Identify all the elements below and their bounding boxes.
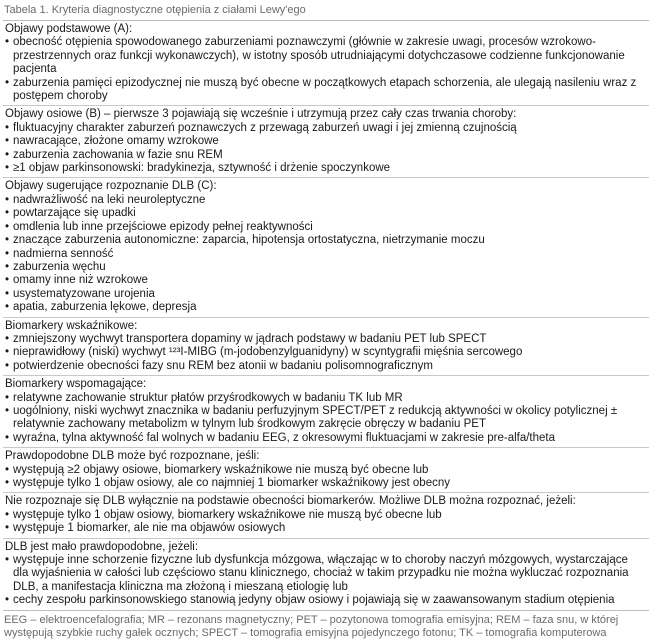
list-item: • zaburzenia zachowania w fazie snu REM [5, 149, 645, 162]
list-item: • znaczące zaburzenia autonomiczne: zaparcia, hipotensja ortostatyczna, nietrzymanie moczu [5, 234, 645, 247]
list-item: • potwierdzenie obecności fazy snu REM bez atonii w badaniu polisomnograficznym [5, 360, 645, 373]
item-list [5, 194, 645, 315]
list-item: • zmniejszony wychwyt transportera dopaminy w jądrach podstawy w badaniu PET lub SPECT [5, 333, 645, 346]
section-title: Biomarkery wspomagające: [5, 378, 147, 391]
section-title: Objawy sugerujące rozpoznanie DLB (C): [5, 180, 217, 193]
list-item: • występują ≥2 objawy osiowe, biomarkery wskaźnikowe nie muszą być obecne lub [5, 464, 645, 477]
section-axial-symptoms [3, 106, 649, 178]
item-list [5, 36, 645, 103]
list-item: • występuje 1 biomarker, ale nie ma objawów osiowych [5, 522, 645, 535]
list-item: • relatywne zachowanie struktur płatów przyśrodkowych w badaniu TK lub MR [5, 392, 645, 405]
abbreviations-footnote: EEG – elektroencefalografia; MR – rezonans magnetyczny; PET – pozytonowa tomografia emisyjna; REM – faza snu, w której występują szybkie ruchy gałek ocznych; SPECT – tomografia emisyjna pojedynczego fotonu; TK – tomografia komputerowa [4, 613, 619, 640]
list-item: • omdlenia lub inne przejściowe epizody pełnej reaktywności [5, 221, 645, 234]
section-title: Objawy podstawowe (A): [5, 23, 133, 35]
list-item: • wyraźna, tylna aktywność fal wolnych w badaniu EEG, z okresowymi fluktuacjami w zakresie pre-alfa/theta [5, 432, 645, 445]
list-item: • nadmierna senność [5, 248, 645, 261]
section-title: Nie rozpoznaje się DLB wyłącznie na podstawie obecności biomarkerów. Możliwe DLB można rozpoznać, jeżeli: [5, 495, 576, 508]
table-caption: Tabela 1. Kryteria diagnostyczne otępienia z ciałami Lewy'ego [4, 4, 306, 16]
list-item: • omamy inne niż wzrokowe [5, 274, 645, 287]
item-list [5, 333, 645, 373]
list-item: • fluktuacyjny charakter zaburzeń poznawczych z przewagą zaburzeń uwagi i jej zmienną czujnością [5, 122, 645, 135]
item-list [5, 122, 645, 176]
list-item: • zaburzenia pamięci epizodycznej nie muszą być obecne w początkowych etapach schorzenia, ale ulegają nasileniu wraz z postępem choroby [5, 77, 645, 104]
list-item: • nieprawidłowy (niski) wychwyt ¹²³I-MIBG (m-jodobenzylguanidyny) w scyntygrafii mięśnia sercowego [5, 346, 645, 359]
list-item: • cechy zespołu parkinsonowskiego stanowią jedyny objaw osiowy i pojawiają się w zaawansowanym stadium otępienia [5, 594, 645, 607]
section-supportive-biomarkers [3, 376, 649, 448]
section-indicative-biomarkers [3, 318, 649, 377]
list-item: • uogólniony, niski wychwyt znacznika w badaniu perfuzyjnym SPECT/PET z redukcją aktywności w okolicy potylicznej ± relatywnie zachowany metabolizm w tylnym lub środkowym zakręcie obręczy w badaniu PET [5, 405, 645, 432]
list-item: • nawracające, złożone omamy wzrokowe [5, 135, 645, 148]
item-list [5, 392, 645, 446]
section-core-features [3, 21, 649, 106]
section-title: Prawdopodobne DLB może być rozpoznane, jeśli: [5, 450, 260, 463]
section-possible-dlb [3, 493, 649, 538]
list-item: • apatia, zaburzenia lękowe, depresja [5, 301, 645, 314]
section-title: Objawy osiowe (B) – pierwsze 3 pojawiają się wcześnie i utrzymują przez cały czas trwania choroby: [5, 108, 517, 121]
list-item: • występuje inne schorzenie fizyczne lub dysfunkcja mózgowa, włączając w to choroby naczyń mózgowych, wystarczające dla wyjaśnienia w całości lub częściowo stanu klinicznego, chociaż w takim przypadku nie można wykluczać rozpoznania DLB, a manifestacja kliniczna ma złożoną i mieszaną etiologię lub [5, 554, 645, 594]
item-list [5, 509, 645, 536]
section-suggestive-symptoms [3, 178, 649, 317]
item-list [5, 464, 645, 491]
list-item: • powtarzające się upadki [5, 207, 645, 220]
list-item: • występuje tylko 1 objaw osiowy, biomarkery wskaźnikowe nie muszą być obecne lub [5, 509, 645, 522]
section-title: DLB jest mało prawdopodobne, jeżeli: [5, 540, 199, 553]
list-item: • obecność otępienia spowodowanego zaburzeniami poznawczymi (głównie w zakresie uwagi, procesów wzrokowo-przestrzennych oraz funkcji wykonawczych), w istotny sposób utrudniającymi dotychczasowe codzienne funkcjonowanie pacjenta [5, 36, 645, 76]
list-item: • usystematyzowane urojenia [5, 288, 645, 301]
section-title: Biomarkery wskaźnikowe: [5, 319, 138, 332]
section-unlikely-dlb [3, 539, 649, 610]
list-item: • występuje tylko 1 objaw osiowy, ale co najmniej 1 biomarker wskaźnikowy jest obecny [5, 477, 645, 490]
list-item: • zaburzenia węchu [5, 261, 645, 274]
section-probable-dlb [3, 448, 649, 493]
list-item: • ≥1 objaw parkinsonowski: bradykinezja, sztywność i drżenie spoczynkowe [5, 162, 645, 175]
list-item: • nadwrażliwość na leki neuroleptyczne [5, 194, 645, 207]
criteria-table [3, 20, 649, 611]
